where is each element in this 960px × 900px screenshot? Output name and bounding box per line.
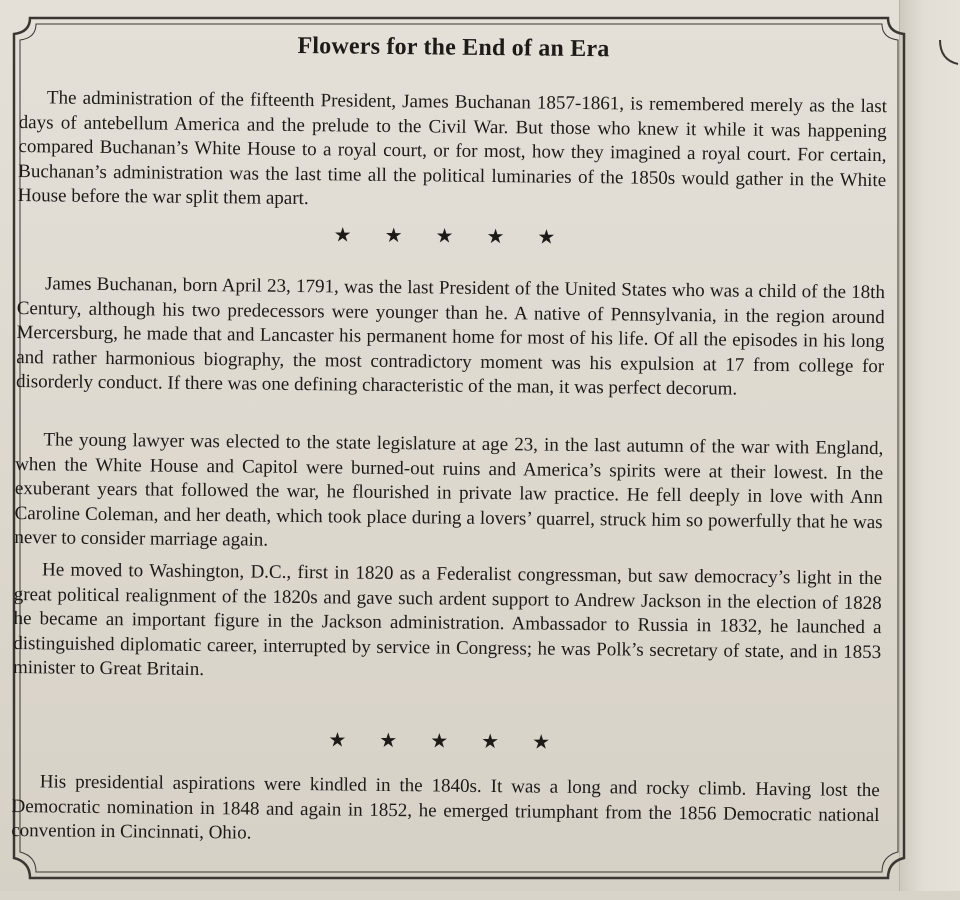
paragraph-intro: The administration of the fifteenth President, James Buchanan 1857-1861, is remembered merely as the last days of antebellum America and the prelude to the Civil War. But those who knew it while it was happening compared Buchanan’s White House to a royal court, or for most, how they imagined a royal court. For certain, Buchanan’s administration was the last time all the political luminaries of the 1850s would gather in the White House before the war split them apart. xyxy=(17,87,888,210)
paragraph-young-lawyer: The young lawyer was elected to the state legislature at age 23, in the last autumn of the war with England, when the White House and Capitol were burned-out ruins and America’s spirits were at their lowest. In the exuberant years that followed the war, he flourished in private law practice. He fell deeply in love with Ann Caroline Coleman, and her death, which took place during a lovers’ quarrel, struck him so powerfully that he was never to consider marriage again. xyxy=(14,429,884,551)
paragraph-early-life: James Buchanan, born April 23, 1791, was the last President of the United States who was a child of the 18th Century, although his two predecessors were younger than he. A native of Pennsylvania, in the region around Mercersburg, he made that and Lancaster his permanent home for most of his life. Of all the episodes in his long and rather harmonious biography, the most contradictory moment was his expulsion at 17 from college for disorderly conduct. If there was one defining characteristic of the man, it was perfect decorum. xyxy=(15,273,886,400)
star-divider: ★ ★ ★ ★ ★ xyxy=(333,224,570,249)
paragraph-washington: He moved to Washington, D.C., first in 1820 as a Federalist congressman, but saw democracy’s light in the great political realignment of the 1820s and gave such ardent support to Andrew Jackson in the election of 1828 he became an important figure in the Jackson administration. Ambassador to Russia in 1832, he launched a distinguished diplomatic career, interrupted by service in Congress; he was Polk’s secretary of state, and in 1853 minister to Great Britain. xyxy=(12,559,883,681)
paragraph-presidential-aspirations: His presidential aspirations were kindled in the 1840s. It was a long and rocky climb. Having lost the Democratic nomination in 1848 and again in 1852, he emerged triumphant from the 1856 Democratic national convention in Cincinnati, Ohio. xyxy=(11,771,880,844)
document-content xyxy=(5,0,894,900)
page-title: Flowers for the End of an Era xyxy=(297,32,610,63)
star-divider: ★ ★ ★ ★ ★ xyxy=(328,729,565,754)
